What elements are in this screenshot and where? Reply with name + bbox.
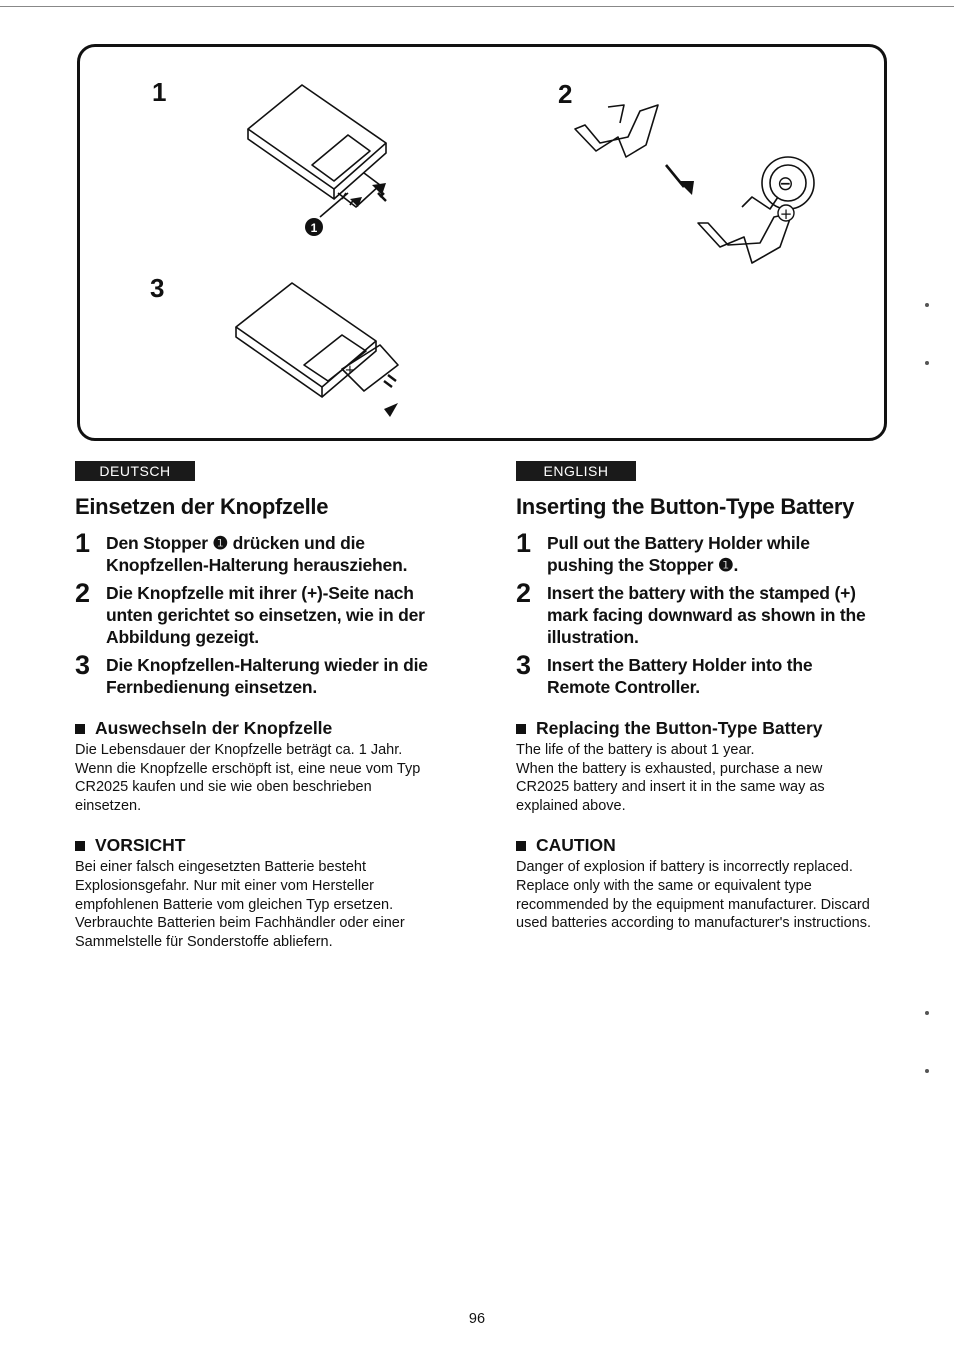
step-line: pushing the Stopper ❶. <box>547 555 739 575</box>
illustration-panel <box>77 44 887 441</box>
step-item <box>75 528 455 576</box>
square-bullet-icon <box>75 841 85 851</box>
step-item <box>75 578 455 648</box>
paragraph-line: einsetzen. <box>75 797 142 814</box>
replace-heading-deutsch <box>75 718 455 739</box>
step-line: Remote Controller. <box>547 677 700 697</box>
plus-mark-holder: + <box>344 363 356 378</box>
caution-heading-text: CAUTION <box>536 835 616 856</box>
step-text <box>547 532 810 576</box>
step-line: Insert the battery with the stamped (+) <box>547 583 856 603</box>
binding-mark <box>925 361 929 365</box>
step-label-3: 3 <box>150 273 165 303</box>
top-rule <box>0 6 954 7</box>
square-bullet-icon <box>516 841 526 851</box>
caution-paragraph-deutsch <box>75 858 455 951</box>
step-number: 2 <box>516 578 532 608</box>
step-number: 3 <box>75 650 91 680</box>
caution-heading-deutsch <box>75 835 455 856</box>
step-label-1: 1 <box>152 77 167 107</box>
page-number: 96 <box>468 1311 486 1327</box>
step-number: 2 <box>75 578 91 608</box>
step-line: mark facing downward as shown in the <box>547 605 866 625</box>
replace-heading-english <box>516 718 896 739</box>
step-number: 1 <box>75 528 91 558</box>
step-item <box>75 650 455 698</box>
step-line: illustration. <box>547 627 639 647</box>
step-item <box>516 650 896 698</box>
section-title-english: Inserting the Button-Type Battery <box>516 494 855 519</box>
stopper-marker-number: 1 <box>310 221 318 235</box>
caution-heading-english <box>516 835 896 856</box>
paragraph-line: Die Lebensdauer der Knopfzelle beträgt ca. 1 Jahr. <box>75 742 403 758</box>
battery-illustration <box>80 47 884 438</box>
step-line: unten gerichtet so einsetzen, wie in der <box>106 605 425 625</box>
step-line: Pull out the Battery Holder while <box>547 533 810 553</box>
caution-heading-text: VORSICHT <box>95 835 186 856</box>
step-line: Die Knopfzellen-Halterung wieder in die <box>106 655 428 675</box>
direction-arrows <box>350 181 694 417</box>
paragraph-line: used batteries according to manufacturer's instructions. <box>516 915 871 932</box>
stopper-marker <box>305 218 323 236</box>
step-item <box>516 528 896 576</box>
replace-heading-text: Auswechseln der Knopfzelle <box>95 718 333 738</box>
paragraph-line: Wenn die Knopfzelle erschöpft ist, eine neue vom Typ <box>75 760 421 777</box>
step-line: Die Knopfzelle mit ihrer (+)-Seite nach <box>106 583 414 603</box>
replace-heading-text: Replacing the Button-Type Battery <box>536 718 823 738</box>
binding-mark <box>925 1011 929 1015</box>
step-text <box>106 654 428 698</box>
paragraph-line: CR2025 kaufen und sie wie oben beschrieben <box>75 779 372 796</box>
paragraph-line: empfohlenen Batterie vom gleichen Typ ersetzen. <box>75 896 394 913</box>
step-line: Insert the Battery Holder into the <box>547 655 813 675</box>
remote-step3-drawing <box>236 283 398 397</box>
replace-paragraph-deutsch <box>75 741 455 815</box>
step-number: 1 <box>516 528 532 558</box>
paragraph-line: Explosionsgefahr. Nur mit einer vom Hersteller <box>75 877 374 894</box>
step-line: Knopfzellen-Halterung herausziehen. <box>106 555 408 575</box>
replace-paragraph-english <box>516 741 896 815</box>
english-column <box>516 494 896 933</box>
paragraph-line: Verbrauchte Batterien beim Fachhändler oder einer <box>75 915 405 932</box>
paragraph-line: explained above. <box>516 797 626 814</box>
step-item <box>516 578 896 648</box>
step-text <box>547 582 866 648</box>
paragraph-line: recommended by the equipment manufacturer. Discard <box>516 896 870 913</box>
step-line: Fernbedienung einsetzen. <box>106 677 318 697</box>
section-title-deutsch: Einsetzen der Knopfzelle <box>75 494 329 519</box>
step-number-labels <box>150 77 572 303</box>
language-badge-english: ENGLISH <box>516 461 636 481</box>
square-bullet-icon <box>75 724 85 734</box>
step-text <box>547 654 812 698</box>
battery-polarity-marks <box>345 171 794 378</box>
remote-step1-drawing <box>248 85 386 217</box>
step-label-2: 2 <box>558 79 573 109</box>
paragraph-line: Bei einer falsch eingesetzten Batterie besteht <box>75 859 366 876</box>
paragraph-line: Danger of explosion if battery is incorrectly replaced. <box>516 859 853 876</box>
minus-mark: ⊖ <box>777 171 794 195</box>
square-bullet-icon <box>516 724 526 734</box>
paragraph-line: Sammelstelle für Sonderstoffe abliefern. <box>75 933 333 950</box>
paragraph-line: CR2025 battery and insert it in the same way as <box>516 779 825 796</box>
step-number: 3 <box>516 650 532 680</box>
paragraph-line: When the battery is exhausted, purchase a new <box>516 760 823 777</box>
step-line: Den Stopper ❶ drücken und die <box>106 533 365 553</box>
step-line: Abbildung gezeigt. <box>106 627 259 647</box>
step-text <box>106 582 425 648</box>
paragraph-line: The life of the battery is about 1 year. <box>516 742 755 758</box>
deutsch-column <box>75 494 455 951</box>
binding-mark <box>925 303 929 307</box>
language-badge-deutsch: DEUTSCH <box>75 461 195 481</box>
plus-mark-battery: + <box>779 205 793 223</box>
caution-paragraph-english <box>516 858 896 932</box>
binding-mark <box>925 1069 929 1073</box>
paragraph-line: Replace only with the same or equivalent type <box>516 877 812 894</box>
step-text <box>106 532 407 576</box>
